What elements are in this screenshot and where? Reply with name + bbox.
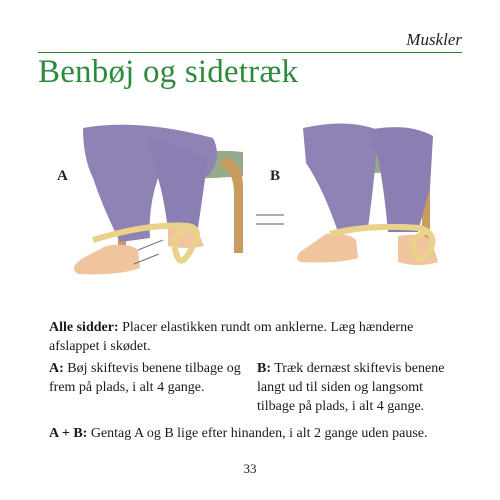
illustration-svg	[38, 118, 462, 298]
instruction-columns	[49, 359, 449, 416]
instruction-a-text: Bøj skiftevis benene tilbage og frem på plads, i alt 4 gange.	[49, 361, 241, 395]
instruction-ab-label: A + B:	[49, 426, 88, 441]
figure-label-a: A	[57, 168, 68, 184]
instruction-b-label: B:	[257, 361, 271, 376]
header-rule	[38, 52, 462, 53]
instruction-a	[49, 359, 257, 416]
instruction-a-label: A:	[49, 361, 64, 376]
instruction-all-text: Placer elastikken rundt om anklerne. Læg hænderne afslappet i skødet.	[49, 320, 414, 354]
page-title: Benbøj og sidetræk	[38, 54, 299, 90]
arrow-a1	[138, 240, 163, 250]
panel-a-drawing	[74, 125, 243, 275]
section-label: Muskler	[406, 30, 462, 49]
instruction-ab-text: Gentag A og B lige efter hinanden, i alt 2 gange uden pause.	[87, 426, 428, 441]
instruction-ab	[49, 424, 449, 443]
foot-b-left	[297, 234, 358, 263]
page-number: 33	[243, 461, 257, 476]
instruction-all-label: Alle sidder:	[49, 320, 119, 335]
foot-a-left	[74, 245, 140, 275]
instruction-all	[49, 318, 449, 356]
figure-label-b: B	[270, 168, 281, 184]
instruction-b-text: Træk dernæst skiftevis benene langt ud til siden og langsomt tilbage på plads, i alt 4 gange.	[257, 361, 445, 414]
panel-b-drawing	[256, 123, 438, 265]
exercise-illustration	[38, 118, 462, 298]
trousers-b-left	[303, 123, 378, 232]
instruction-b	[257, 359, 449, 416]
